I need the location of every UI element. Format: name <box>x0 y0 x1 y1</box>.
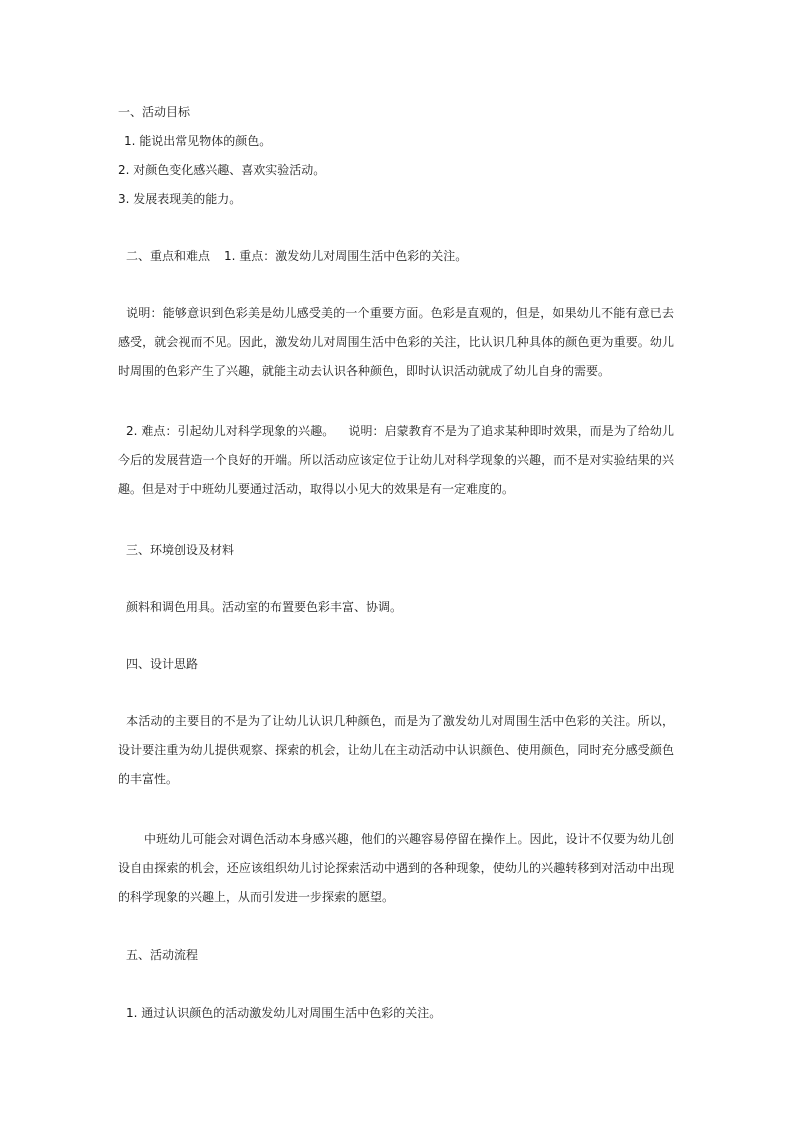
goal-item-3: 3. 发展表现美的能力。 <box>118 192 242 206</box>
section5-heading-text: 五、活动流程 <box>126 948 199 962</box>
section-heading-environment <box>118 543 678 557</box>
section-heading-key-points <box>118 249 678 263</box>
process-item-1-text: 1. 通过认识颜色的活动激发幼儿对周围生活中色彩的关注。 <box>126 1006 442 1020</box>
goal-item-1 <box>118 134 678 148</box>
difficulty-paragraph <box>118 417 674 504</box>
design-paragraph-2 <box>118 825 674 912</box>
difficulty-explanation-text: 说明：启蒙教育不是为了追求某种即时效果，而是为了给幼儿今后的发展营造一个良好的开端。所以活动应该定位于让幼儿对科学现象的兴趣，而不是对实验结果的兴趣。但是对于中班幼儿要通过活动，取得以小见大的效果是有一定难度的。 <box>118 424 674 496</box>
environment-body <box>118 600 678 614</box>
section3-heading-text: 三、环境创设及材料 <box>126 543 235 557</box>
key-point-explanation <box>118 299 674 386</box>
key-point-text: 1. 重点：激发幼儿对周围生活中色彩的关注。 <box>224 249 468 263</box>
environment-body-text: 颜料和调色用具。活动室的布置要色彩丰富、协调。 <box>126 600 403 614</box>
section-heading-goals: 一、活动目标 <box>118 105 191 119</box>
difficulty-text: 2. 难点：引起幼儿对科学现象的兴趣。 <box>126 424 335 438</box>
design-paragraph-2-text: 中班幼儿可能会对调色活动本身感兴趣，他们的兴趣容易停留在操作上。因此，设计不仅要为幼儿创设自由探索的机会，还应该组织幼儿讨论探索活动中遇到的各种现象，使幼儿的兴趣转移到对活动中出现的科学现象的兴趣上，从而引发进一步探索的愿望。 <box>118 832 674 904</box>
design-paragraph-1 <box>118 707 674 794</box>
key-point-explanation-text: 说明：能够意识到色彩美是幼儿感受美的一个重要方面。色彩是直观的，但是，如果幼儿不能有意已去感受，就会视而不见。因此，激发幼儿对周围生活中色彩的关注，比认识几种具体的颜色更为重要。幼儿时周围的色彩产生了兴趣，就能主动去认识各种颜色，即时认识活动就成了幼儿自身的需要。 <box>118 306 674 378</box>
design-paragraph-1-text: 本活动的主要目的不是为了让幼儿认识几种颜色，而是为了激发幼儿对周围生活中色彩的关注。所以，设计要注重为幼儿提供观察、探索的机会，让幼儿在主动活动中认识颜色、使用颜色，同时充分感受颜色的丰富性。 <box>118 714 674 786</box>
section4-heading-text: 四、设计思路 <box>126 657 199 671</box>
section-heading-process <box>118 948 678 962</box>
process-item-1 <box>118 1006 678 1020</box>
goal-item-2: 2. 对颜色变化感兴趣、喜欢实验活动。 <box>118 163 326 177</box>
goal-item-1-text: 1. 能说出常见物体的颜色。 <box>124 134 272 148</box>
section-heading-design <box>118 657 678 671</box>
section2-heading-text: 二、重点和难点 <box>126 249 211 263</box>
